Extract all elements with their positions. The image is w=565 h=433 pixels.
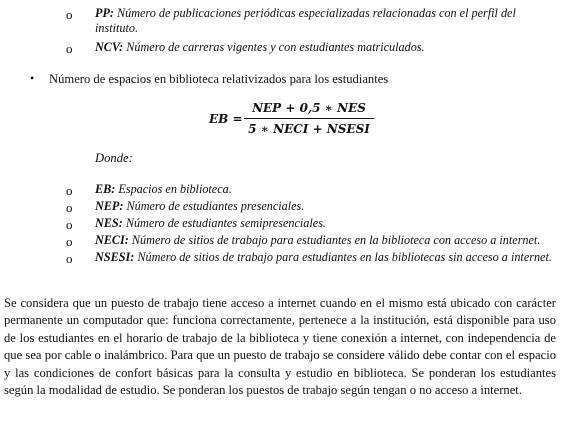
list-item-ncv: [95, 40, 557, 55]
fraction-bar: [244, 118, 374, 119]
formula-fraction: [244, 100, 374, 138]
sub-bullet-marker: o: [66, 217, 73, 232]
term-ncv: NCV:: [95, 40, 124, 54]
formula-denominator: 5 ∗ NECI + NSESI: [248, 122, 370, 136]
desc-ncv: Número de carreras vigentes y con estudiantes matriculados.: [126, 40, 425, 54]
def-desc: Espacios en biblioteca.: [118, 182, 232, 196]
def-item-eb: [95, 182, 232, 197]
def-term: NECI:: [95, 233, 129, 247]
desc-pp: Número de publicaciones periódicas especializadas relacionadas con el perfil del instituto.: [95, 6, 516, 35]
def-item-nsesi: [95, 250, 552, 265]
sub-bullet-marker: o: [66, 7, 73, 22]
def-item-nep: [95, 199, 304, 214]
def-term: NEP:: [95, 199, 124, 213]
formula-lhs: EB =: [209, 112, 243, 126]
def-desc: Número de sitios de trabajo para estudiantes en las bibliotecas sin acceso a internet.: [137, 250, 552, 264]
bullet-marker: •: [30, 71, 35, 85]
def-desc: Número de estudiantes presenciales.: [126, 199, 305, 213]
sub-bullet-marker: o: [66, 183, 73, 198]
formula-numerator: NEP + 0,5 ∗ NES: [252, 101, 366, 115]
list-item-pp: [95, 6, 557, 36]
def-item-neci: [95, 233, 540, 248]
def-term: EB:: [95, 182, 116, 196]
sub-bullet-marker: o: [66, 234, 73, 249]
bullet-item-text: Número de espacios en biblioteca relativizados para los estudiantes: [49, 72, 389, 86]
donde-label: Donde:: [95, 151, 133, 165]
def-term: NSESI:: [95, 250, 135, 264]
def-term: NES:: [95, 216, 123, 230]
def-desc: Número de sitios de trabajo para estudiantes en la biblioteca con acceso a internet.: [131, 233, 541, 247]
sub-bullet-marker: o: [66, 200, 73, 215]
body-paragraph: Se considera que un puesto de trabajo tiene acceso a internet cuando en el mismo está ubicado con carácter permanente un computador que: funciona correctamente, pertenece a la institución, está disponible para uso de los estudiantes en el horario de trabajo de la biblioteca y tiene conexión a internet, con independencia de que sea por cable o inalámbrico. Para que un puesto de trabajo se considere válido debe contar con el espacio y las condiciones de confort básicas para la consulta y estudio en biblioteca. Se ponderan los estudiantes según la modalidad de estudio. Se ponderan los puestos de trabajo según tengan o no acceso a internet.: [4, 296, 556, 398]
def-desc: Número de estudiantes semipresenciales.: [125, 216, 326, 230]
term-pp: PP:: [95, 6, 114, 20]
sub-bullet-marker: o: [66, 251, 73, 266]
sub-bullet-marker: o: [66, 41, 73, 56]
def-item-nes: [95, 216, 326, 231]
